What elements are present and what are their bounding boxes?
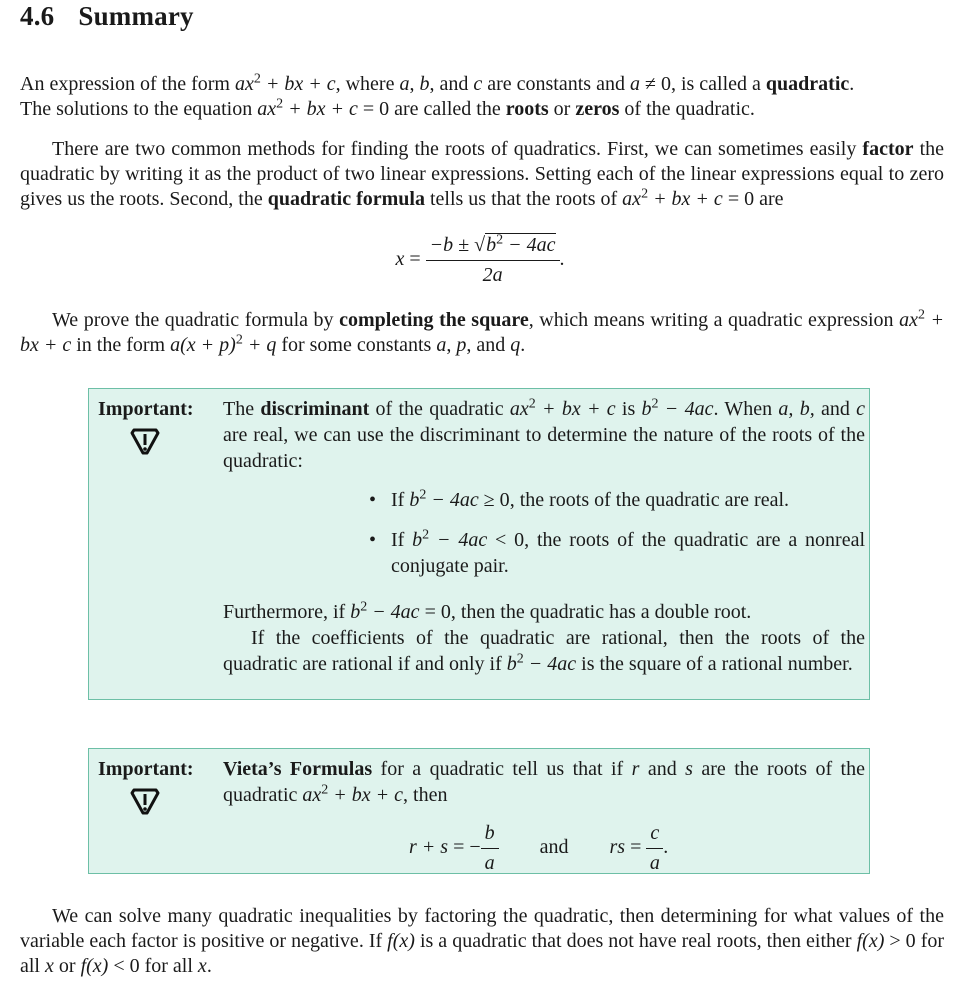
term-completing-the-square: completing the square — [339, 309, 529, 331]
math: b — [486, 234, 497, 256]
math: b — [506, 653, 517, 675]
text: , — [409, 73, 420, 95]
warning-triangle-icon — [129, 425, 161, 457]
fraction — [646, 821, 663, 876]
discriminant-definition — [223, 396, 865, 474]
math: c — [856, 398, 866, 420]
text: If — [391, 489, 410, 511]
bullet-icon: • — [369, 489, 377, 511]
math: = — [625, 836, 647, 859]
math: + q — [242, 334, 277, 356]
text: tells us that the roots of — [424, 188, 623, 210]
text: are real, we can use the discriminant to determine the nature of the roots of the quadratic: — [223, 424, 865, 472]
important-label: Important: — [98, 398, 194, 420]
math: + bx + c — [328, 784, 404, 806]
text: There are two common methods for finding the roots of quadratics. First, we can sometimes easily — [52, 138, 863, 160]
denominator: a — [484, 852, 495, 874]
math: r + s — [409, 836, 449, 859]
section-title: Summary — [78, 1, 194, 31]
text: of the quadratic — [369, 398, 510, 420]
text: are the roots of the quadratic — [223, 758, 865, 806]
numerator — [426, 233, 560, 261]
math: rs — [609, 836, 626, 859]
term-factor: factor — [862, 138, 914, 160]
text: = 0 are called the — [357, 98, 506, 120]
math: b — [350, 601, 361, 623]
math: p — [456, 334, 467, 356]
text: for some constants — [276, 334, 437, 356]
text: . — [520, 334, 526, 356]
text: is — [615, 398, 642, 420]
math: a — [436, 334, 447, 356]
math: − 4ac — [503, 234, 556, 256]
text: for a quadratic tell us that if — [372, 758, 632, 780]
exponent: 2 — [235, 332, 243, 348]
text: > 0 for all — [20, 930, 945, 977]
term-zeros: zeros — [575, 98, 620, 120]
list-item — [369, 527, 866, 579]
text: < 0 for all — [108, 955, 198, 977]
vieta-formulas-display — [409, 821, 668, 876]
text: , where — [335, 73, 400, 95]
radical-sign: √ — [474, 234, 486, 256]
text: The — [223, 398, 261, 420]
math: f(x) — [387, 930, 415, 952]
math: − 4ac — [367, 601, 420, 623]
text: , which means writing a quadratic expression — [528, 309, 900, 331]
text: We prove the quadratic formula by — [52, 309, 340, 331]
text: . — [206, 955, 212, 977]
period: . — [663, 836, 669, 859]
exponent: 2 — [528, 396, 536, 412]
math: ax — [509, 398, 529, 420]
math: x — [45, 955, 54, 977]
text: of the quadratic. — [619, 98, 755, 120]
fraction — [426, 233, 560, 288]
text: , the roots of the quadratic are a nonreal conjugate pair. — [391, 529, 866, 577]
math: ax — [302, 784, 322, 806]
term-quadratic-formula: quadratic formula — [267, 188, 425, 210]
text: the quadratic by writing it as the product of two linear expressions. Setting each of the linear expressions equal to zero gives us the roots. Second, the — [20, 138, 944, 210]
rational-roots-note — [223, 625, 865, 677]
math: s — [685, 758, 693, 780]
math: − 4ac — [426, 489, 479, 511]
vieta-statement — [223, 756, 865, 808]
radicand — [485, 233, 555, 256]
math: + bx + c — [648, 188, 723, 210]
exponent: 2 — [422, 527, 430, 543]
text: , and — [429, 73, 474, 95]
text: and — [539, 836, 569, 859]
text: in the form — [71, 334, 171, 356]
math: f(x) — [856, 930, 885, 952]
warning-triangle-icon — [129, 785, 161, 817]
math: q — [510, 334, 521, 356]
math: a — [629, 73, 640, 95]
math: x — [395, 248, 405, 271]
denominator: 2a — [482, 264, 503, 286]
text: or — [53, 955, 81, 977]
inequalities-paragraph — [20, 904, 944, 979]
math: ≥ 0 — [478, 489, 510, 511]
exponent: 2 — [276, 96, 284, 112]
text: . When — [713, 398, 779, 420]
math: b — [412, 529, 423, 551]
double-root-note — [223, 599, 865, 625]
term-quadratic: quadratic — [765, 73, 850, 95]
math: + bx + c — [260, 73, 336, 95]
math: b — [641, 398, 652, 420]
exponent: 2 — [321, 782, 329, 798]
math: x — [197, 955, 207, 977]
math: r — [631, 758, 640, 780]
important-label: Important: — [98, 758, 194, 780]
exponent: 2 — [253, 71, 261, 87]
exponent: 2 — [516, 651, 524, 667]
exponent: 2 — [917, 307, 925, 323]
period: . — [559, 248, 565, 271]
text: or — [548, 98, 576, 120]
numerator: c — [646, 821, 663, 849]
text: ≠ 0, is called a — [639, 73, 766, 95]
intro-paragraph — [20, 72, 944, 122]
methods-paragraph — [20, 137, 944, 212]
math: a — [399, 73, 410, 95]
completing-square-paragraph — [20, 308, 944, 358]
list-item — [369, 487, 865, 513]
term-roots: roots — [505, 98, 549, 120]
bullet-icon: • — [369, 529, 377, 551]
text: and — [814, 398, 857, 420]
text: are constants and — [482, 73, 630, 95]
term-discriminant: discriminant — [260, 398, 370, 420]
text: If — [391, 529, 413, 551]
exponent: 2 — [641, 186, 649, 202]
text: . — [849, 73, 855, 95]
text: , and — [466, 334, 511, 356]
text: The solutions to the equation — [20, 98, 258, 120]
text: = 0 are — [722, 188, 784, 210]
math: b — [409, 489, 420, 511]
text: is a quadratic that does not have real roots, then either — [414, 930, 857, 952]
text: If the coefficients of the quadratic are rational, then the roots of the quadratic are rational if and only if — [223, 627, 865, 675]
math: − 4ac — [523, 653, 577, 675]
math: ax — [257, 98, 277, 120]
section-heading — [20, 1, 194, 31]
text: We can solve many quadratic inequalities by factoring the quadratic, then determining for what values of the variable each factor is positive or negative. If — [20, 905, 944, 952]
math: ax — [234, 73, 254, 95]
math: a, b, — [778, 398, 815, 420]
denominator: a — [649, 852, 660, 874]
math: − 4ac — [429, 529, 488, 551]
math: + bx + c — [20, 309, 945, 356]
important-box-discriminant — [88, 388, 870, 700]
text: An expression of the form — [20, 73, 235, 95]
math: b — [419, 73, 430, 95]
fraction — [481, 821, 499, 876]
exponent: 2 — [496, 232, 504, 248]
math: + bx + c — [283, 98, 358, 120]
text: and — [639, 758, 686, 780]
text: , the roots of the quadratic are real. — [509, 489, 790, 511]
math: ax — [622, 188, 642, 210]
term-vietas-formulas: Vieta’s Formulas — [223, 758, 373, 780]
equals: = — [404, 248, 426, 271]
text: is the square of a rational number. — [576, 653, 853, 675]
math: ax — [899, 309, 918, 331]
math: + bx + c — [535, 398, 616, 420]
text: , — [446, 334, 457, 356]
section-number: 4.6 — [20, 1, 55, 31]
math: −b ± — [429, 234, 475, 256]
math: < 0 — [487, 529, 525, 551]
exponent: 2 — [360, 599, 368, 615]
text: , then — [403, 784, 448, 806]
math: a(x + p) — [170, 334, 236, 356]
exponent: 2 — [419, 487, 427, 503]
math: − 4ac — [658, 398, 714, 420]
exponent: 2 — [651, 396, 659, 412]
important-box-vieta — [88, 748, 870, 874]
math: = − — [448, 836, 481, 859]
text: Furthermore, if — [223, 601, 351, 623]
math: c — [473, 73, 483, 95]
quadratic-formula — [0, 233, 960, 288]
numerator: b — [481, 821, 499, 849]
text: = 0, then the quadratic has a double root. — [419, 601, 752, 623]
math: f(x) — [80, 955, 109, 977]
